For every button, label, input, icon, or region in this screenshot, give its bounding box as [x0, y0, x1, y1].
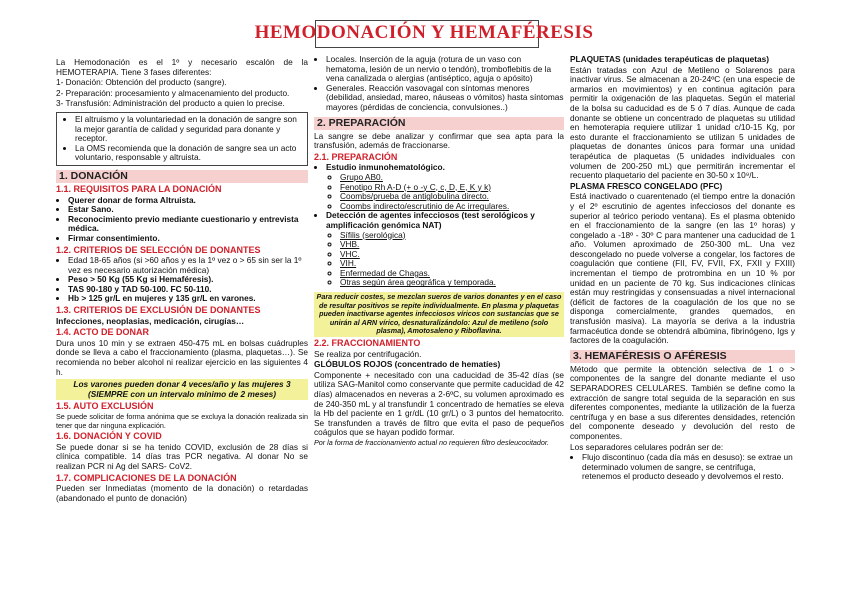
page-title: HEMODONACIÓN Y HEMAFÉRESIS	[254, 22, 594, 43]
paragraph: Componente + necesitado con una caducidad de 35-42 días (se utiliza SAG-Manitol como conservante que permite caducidad de 42 días) almacenados en neveras a 2-6ºC, su volumen aproximado es de 240-350 mL y al transfundir 1 concentrado de hematíes se eleva la Hb del paciente en 1 gr/dL (10 gr/L) o 3 puntos del hematocrito. Se transfunden a través de filtro que evita el paso de pequeños coágulos que se hayan podido formar.	[314, 369, 564, 438]
section-heading: 2. PREPARACIÓN	[314, 117, 564, 130]
list-item: ◦ VIH.	[340, 259, 564, 269]
list-item: • Detección de agentes infecciosos (test serológicos y amplificación genómica NAT)	[326, 211, 564, 230]
paragraph: Pueden ser Inmediatas (momento de la donación) o retardadas (abandonado el punto de donación)	[56, 483, 308, 503]
paragraph: Está inactivado o cuarentenado (el tiempo entre la donación y el 2º escrutinio de agentes infecciosos del donante es superior al teórico periodo ventana). Es el plasma obtenido en el fraccionamiento de la sangre (en las 1º horas) y congelado a -18º - 30º C para mantener una caducidad de 1 año. Volumen aproximado de 250-300 mL. Una vez descongelado no puede volverse a congelar, los factores de coagulación que contiene (FII, FV, FVII, FX, FXII y FXIII) incrementan el tiempo de protrombina en un 10 % por unidad en un paciente de 70 kg. Sus indicaciones clínicas están muy restringidas y consensuadas a nivel internacional (déficit de factores de la coagulación de los que no se disponga comercialmente, grandes quemados, en transfusión masiva). La mayoría se deriva a la industria farmacéutica donde se obtendrá albúmina, fibrinógeno, Igs y factores de la coagulación.	[570, 191, 795, 346]
highlight-note: Los varones pueden donar 4 veces/año y las mujeres 3 (SIEMPRE con un intervalo mínimo de 2 meses)	[56, 379, 308, 400]
list-item: • Generales. Reacción vasovagal con síntomas menores (debilidad, ansiedad, mareo, náuseas o vómitos) hasta síntomas mayores (pérdidas de conciencia, convulsiones..)	[326, 84, 564, 113]
subsection-heading: 1.5. AUTO EXCLUSIÓN	[56, 401, 154, 412]
list-item: ◦ Fenotipo Rh A-D (+ o -y C, c, D, E, K y k)	[340, 183, 564, 193]
subsection-heading: 1.4. ACTO DE DONAR	[56, 327, 150, 338]
list-item: • Estar Sano.	[68, 205, 308, 215]
paragraph-title: PLASMA FRESCO CONGELADO (PFC)	[570, 180, 723, 191]
paragraph: Se puede donar si se ha tenido COVID, exclusión de 28 días si clínica compatible. 14 días tras PCR negativa. Al donar No se realizan PCR ni Ag del SARS- CoV2.	[56, 441, 308, 471]
subsection-heading: 1.7. COMPLICACIONES DE LA DONACIÓN	[56, 472, 237, 483]
list-item: • Locales. Inserción de la aguja (rotura de un vaso con hematoma, lesión de un nervio o tendón), tromboflebitis de la vena canalizada o alergias (antiséptico, aguja o apósito)	[326, 55, 564, 84]
phase-item: 2- Preparación: procesamiento y almacenamiento del producto.	[56, 87, 290, 98]
paragraph: Infecciones, neoplasias, medicación, cirugías…	[56, 315, 245, 326]
list-item: ◦ Enfermedad de Chagas.	[340, 269, 564, 279]
phase-item: 1- Donación: Obtención del producto (sangre).	[56, 77, 227, 88]
subsection-heading: 2.1. PREPARACIÓN	[314, 151, 398, 162]
paragraph: Por la forma de fraccionamiento actual no requieren filtro desleucocitador.	[314, 437, 550, 447]
paragraph-title: PLAQUETAS (unidades terapéuticas de plaquetas)	[570, 54, 770, 64]
column-3	[570, 55, 795, 482]
list-item: • Querer donar de forma Altruista.	[68, 196, 308, 206]
paragraph: Dura unos 10 min y se extraen 450-475 mL en bolsas cuádruples donde se lleva a cabo el fraccionamiento (plasma, plaquetas…). Se recomienda no beber alcohol ni realizar ejercicio en las siguientes 4 h.	[56, 337, 308, 377]
intro-text: La Hemodonación es el 1º y necesario escalón de la HEMOTERAPIA. Tiene 3 fases diferentes:	[56, 57, 308, 77]
list-item: ◦ Grupo AB0.	[340, 173, 564, 183]
paragraph: Método que permite la obtención selectiva de 1 o > componentes de la sangre del donante mediante el uso SEPARADORES CELULARES. También se define como la extracción de sangre total seguida de la separación en sus diferentes componentes, mediante la utilización de la fuerza centrífuga y en base a sus diferentes densidades, retención del componente deseado y devolución del resto de componentes.	[570, 363, 795, 441]
subsection-heading: 1.6. DONACIÓN Y COVID	[56, 431, 162, 442]
paragraph: Se puede solicitar de forma anónima que se excluya la donación realizada sin tener que dar ninguna explicación.	[56, 412, 308, 430]
list-item: • Reconocimiento previo mediante cuestionario y entrevista médica.	[68, 215, 308, 234]
paragraph: La sangre se debe analizar y confirmar que sea apta para la transfusión, además de fraccionarse.	[314, 130, 564, 151]
list-item: ◦ Otras según área geográfica y temporada.	[340, 278, 564, 288]
phase-item: 3- Transfusión: Administración del producto a quien lo precise.	[56, 98, 285, 109]
list-item: • Peso > 50 Kg (55 Kg si Hemaféresis).	[68, 275, 308, 285]
section-heading: 1. DONACIÓN	[56, 170, 308, 183]
list-item: ◦ Coombs indirecto/escrutinio de Ac irregulares.	[340, 202, 564, 212]
subsection-heading: 1.1. REQUISITOS PARA LA DONACIÓN	[56, 183, 222, 194]
subsection-heading: 1.2. CRITERIOS DE SELECCIÓN DE DONANTES	[56, 244, 261, 255]
list-item: ◦ Coombs/prueba de antiglobulina directo.	[340, 192, 564, 202]
list-item: • Flujo discontinuo (cada día más en desuso): se extrae un determinado volumen de sangre, se centrifuga, retenemos el producto deseado y devolvemos el resto.	[582, 453, 795, 482]
list-item: • TAS 90-180 y TAD 50-100. FC 50-110.	[68, 285, 308, 295]
box-item: • La OMS recomienda que la donación de sangre sea un acto voluntario, responsable y altruista.	[75, 144, 301, 163]
paragraph-title: GLÓBULOS ROJOS (concentrado de hematíes)	[314, 359, 501, 370]
column-2	[314, 55, 564, 449]
subsection-heading: 1.3. CRITERIOS DE EXCLUSIÓN DE DONANTES	[56, 305, 261, 316]
list-item: ◦ VHB.	[340, 240, 564, 250]
list-item: • Firmar consentimiento.	[68, 234, 308, 244]
paragraph: Se realiza por centrifugación.	[314, 348, 422, 359]
list-item: • Hb > 125 gr/L en mujeres y 135 gr/L en varones.	[68, 294, 308, 304]
altruism-box	[56, 112, 308, 166]
list-item: • Edad 18-65 años (si >60 años y es la 1º vez o > 65 sin ser la 1º vez es necesario autorización médica)	[68, 256, 308, 275]
box-item: • El altruismo y la voluntariedad en la donación de sangre son la mejor garantía de calidad y seguridad para donante y receptor.	[75, 115, 301, 144]
list-item: ◦ VHC.	[340, 250, 564, 260]
paragraph: Están tratadas con Azul de Metileno o Solarenos para inactivar virus. Se almacenan a 20-24ºC (en una especie de armarios en movimientos) y en continua agitación para permitir la oxigenación de las plaquetas. Según el material de la bolsa su caducidad es de 5 ó 7 días. Aunque de cada donante se obtiene un concentrado de plaquetas su utilidad en hemoterapia requiere utilizar 1 unidad c/10-15 Kg, por esto durante el fraccionamiento se utilizan 5 unidades de plaquetas de donantes únicos para formar una unidad terapéutica de plaquetas (5 unidades individuales con volumen de 200-250 mL) que permitirán incrementar el recuento plaquetario del paciente en 30-50 x 10⁹/L.	[570, 64, 795, 181]
highlight-note: Para reducir costes, se mezclan sueros de varios donantes y en el caso de resultar positivos se repite individualmente. En plasma y plaquetas pueden inactivarse agentes infecciosos víricos con sustancias que se unirán al ARN vírico, desnaturalizándolo: Azul de metileno (solo plasma), Amotosaleno y Riboflavina.	[314, 292, 564, 337]
section-heading: 3. HEMAFÉRESIS O AFÉRESIS	[570, 350, 795, 363]
subsection-heading: 2.2. FRACCIONAMIENTO	[314, 338, 421, 349]
column-1	[56, 58, 308, 504]
paragraph: Los separadores celulares podrán ser de:	[570, 441, 724, 452]
list-item: ◦ Sífilis (serológica)	[340, 231, 564, 241]
list-item: • Estudio inmunohematológico.	[326, 163, 564, 173]
